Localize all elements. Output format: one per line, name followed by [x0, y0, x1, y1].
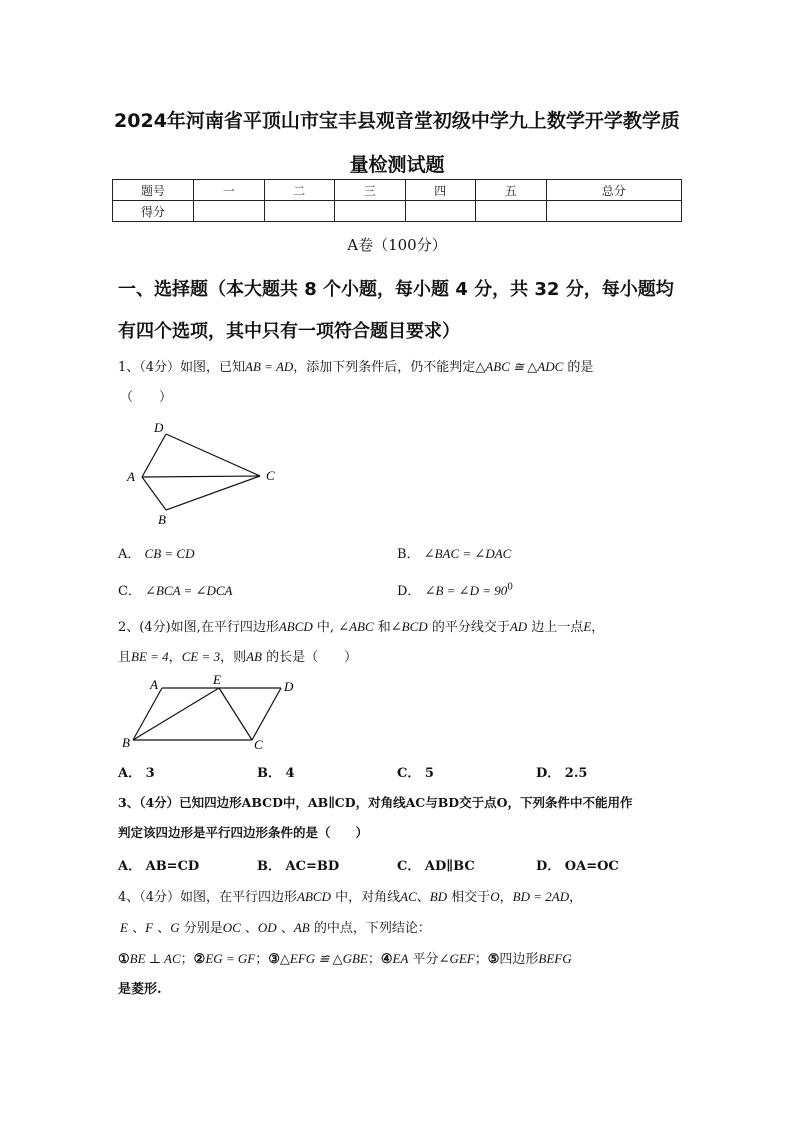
score-cell: 四: [405, 180, 476, 201]
q1-option-d[interactable]: D． ∠B = ∠D = $90^0$: [397, 582, 513, 599]
question-1-line1: 1、（4分）如图，已知AB = AD，添加下列条件后，仍不能判定△ABC ≅ △ADC 的是: [118, 359, 594, 375]
score-cell: 一: [194, 180, 265, 201]
section-a-heading: A卷（100分）: [347, 236, 447, 254]
score-input-cell: [476, 201, 547, 222]
question-2-line1: 2、(4分)如图,在平行四边形ABCD 中, ∠ABC 和∠BCD 的平分线交于AD 边上一点E，: [118, 619, 605, 635]
q2-option-c[interactable]: C． 5: [397, 766, 434, 781]
score-cell: 二: [264, 180, 335, 201]
score-cell: 五: [476, 180, 547, 201]
q3-option-d[interactable]: D． OA=OC: [536, 859, 619, 874]
score-input-cell: [405, 201, 476, 222]
q3-option-a[interactable]: A． AB=CD: [118, 859, 200, 874]
score-table-score-row: [113, 201, 682, 222]
fig1-label-c: C: [266, 468, 275, 483]
question-4-line3: ①BE ⊥ AC；②EG = GF；③△EFG ≌ △GBE；④EA 平分∠GEF；⑤四边形BEFG: [118, 951, 572, 967]
q2-option-a[interactable]: A． 3: [118, 766, 155, 781]
q1-option-a[interactable]: A． CB = CD: [118, 546, 195, 562]
fig2-label-a: A: [150, 677, 158, 692]
fig1-label-a: A: [127, 469, 135, 484]
score-cell: 得分: [113, 201, 194, 222]
question-1-figure: [118, 418, 298, 530]
fig2-label-e: E: [213, 672, 221, 687]
score-input-cell: [264, 201, 335, 222]
question-3-line2: 判定该四边形是平行四边形条件的是（ ）: [118, 825, 369, 840]
question-4-line2: E 、F 、G 分别是OC 、OD 、AB 的中点，下列结论：: [120, 920, 431, 936]
score-cell: 总分: [546, 180, 682, 201]
q1-option-b[interactable]: B． ∠BAC = ∠DAC: [397, 546, 512, 562]
fig1-label-b: B: [158, 512, 166, 527]
exam-title-line1: 2024年河南省平顶山市宝丰县观音堂初级中学九上数学开学教学质: [114, 110, 680, 132]
score-table: [112, 179, 682, 222]
question-2-line2: 且BE = 4，CE = 3，则AB 的长是（ ）: [118, 649, 358, 665]
score-cell: 三: [335, 180, 406, 201]
part1-heading-line1: 一、选择题（本大题共 8 个小题，每小题 4 分，共 32 分，每小题均: [118, 279, 674, 300]
score-input-cell: [546, 201, 682, 222]
fig2-label-c: C: [254, 737, 263, 752]
q1-option-c[interactable]: C． ∠BCA = ∠DCA: [118, 583, 233, 599]
part1-heading-line2: 有四个选项，其中只有一项符合题目要求）: [118, 321, 460, 342]
fig2-label-b: B: [122, 735, 130, 750]
question-4-line4: 是菱形.: [118, 982, 162, 997]
q3-option-b[interactable]: B． AC=BD: [257, 859, 340, 874]
exam-title-line2: 量检测试题: [349, 154, 445, 176]
score-input-cell: [335, 201, 406, 222]
fig2-label-d: D: [284, 679, 294, 694]
fig1-label-d: D: [154, 420, 164, 435]
q2-option-b[interactable]: B． 4: [257, 766, 295, 781]
score-input-cell: [194, 201, 265, 222]
question-2-figure: [118, 672, 308, 754]
score-cell: 题号: [113, 180, 194, 201]
question-4-line1: 4、（4分）如图，在平行四边形ABCD 中，对角线AC、BD 相交于O，BD = 2AD，: [118, 889, 583, 905]
q3-option-c[interactable]: C． AD∥BC: [397, 859, 475, 874]
q2-option-d[interactable]: D． 2.5: [536, 766, 588, 781]
score-table-header-row: [113, 180, 682, 201]
question-1-answer-paren: （ ）: [120, 390, 173, 405]
question-3-line1: 3、（4分）已知四边形ABCD中，AB∥CD，对角线AC与BD交于点O，下列条件中不能用作: [118, 795, 633, 810]
